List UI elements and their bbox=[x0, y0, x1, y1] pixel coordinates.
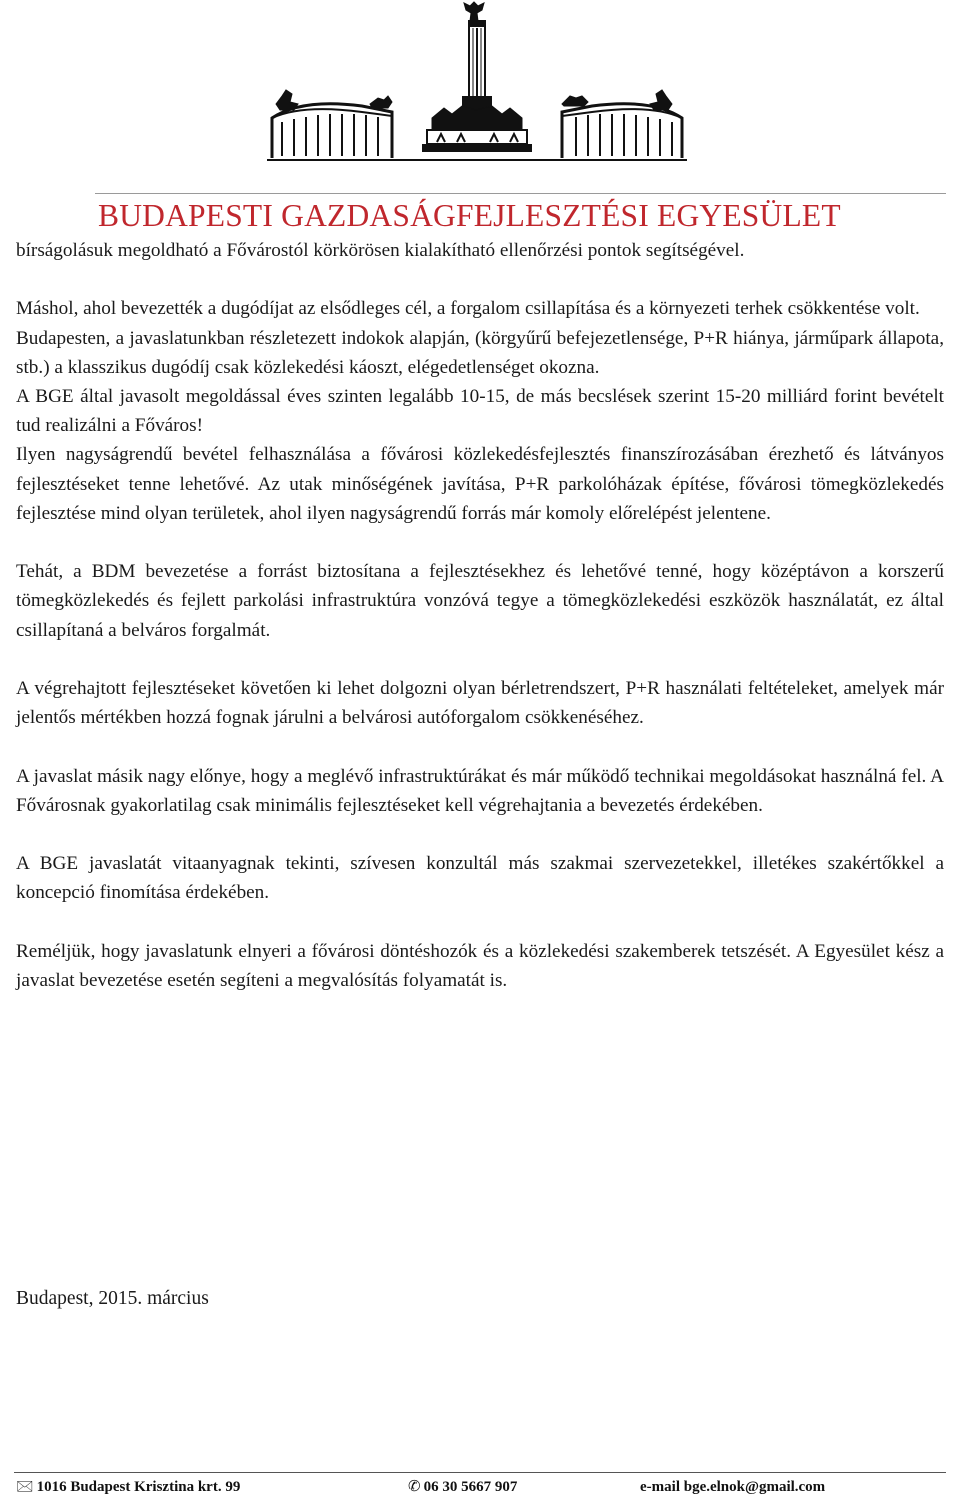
footer-email bbox=[640, 1477, 825, 1497]
paragraph: Reméljük, hogy javaslatunk elnyeri a fővárosi döntéshozók és a közlekedési szakemberek tetszését. A Egyesület kész a javaslat bevezetése esetén segíteni a megvalósítás folyamatát is. bbox=[16, 940, 944, 991]
header-divider bbox=[95, 193, 946, 194]
footer-phone bbox=[408, 1477, 517, 1497]
paragraph: Máshol, ahol bevezették a dugódíjat az elsődleges cél, a forgalom csillapítása és a környezeti terhek csökkentése volt. bbox=[16, 298, 920, 320]
phone-icon: ✆ bbox=[408, 1479, 421, 1495]
phone-text: 06 30 5667 907 bbox=[423, 1479, 518, 1495]
paragraph: A BGE által javasolt megoldással éves szinten legalább 10-15, de más becslések szerint 15-20 milliárd forint bevételt tud realizálni a Főváros! bbox=[16, 386, 944, 437]
paragraph: A végrehajtott fejlesztéseket követően ki lehet dolgozni olyan bérletrendszert, P+R használati feltételeket, amelyek már jelentős mértékben hozzá fognak járulni a belvárosi autóforgalom csökkenéséhez. bbox=[16, 678, 944, 729]
organization-name: BUDAPESTI GAZDASÁGFEJLESZTÉSI EGYESÜLET bbox=[98, 198, 841, 233]
paragraph: A BGE javaslatát vitaanyagnak tekinti, szívesen konzultál más szakmai szervezetekkel, illetékes szakértőkkel a koncepció finomítása érdekében. bbox=[16, 853, 944, 904]
heroes-square-monument-logo bbox=[262, 0, 692, 168]
email-text: e-mail bge.elnok@gmail.com bbox=[640, 1479, 826, 1495]
paragraph: Ilyen nagyságrendű bevétel felhasználása a fővárosi közlekedésfejlesztés finanszírozásában érezhető és látványos fejlesztéseket tenne lehetővé. Az utak minőségének javítása, P+R parkolóházak építése, fővárosi tömegközlekedés fejlesztése mind olyan területek, ahol ilyen nagyságrendű forrás már komoly előrelépést jelentene. bbox=[16, 444, 944, 524]
address-text: 1016 Budapest Krisztina krt. 99 bbox=[36, 1479, 241, 1495]
envelope-icon: 🖂 bbox=[16, 1479, 34, 1495]
paragraph: Tehát, a BDM bevezetése a forrást biztosítana a fejlesztésekhez és lehetővé tenné, hogy középtávon a korszerű tömegközlekedés és fejlett parkolási infrastruktúra vonzóvá tegye a tömegközlekedési eszközök használatát, ez által csillapítaná a belváros forgalmát. bbox=[16, 561, 944, 641]
paragraph: A javaslat másik nagy előnye, hogy a meglévő infrastruktúrákat és már működő technikai megoldásokat használná fel. A Fővárosnak gyakorlatilag csak minimális fejlesztéseket kell végrehajtania a bevezetés érdekében. bbox=[16, 765, 944, 816]
place-and-date: Budapest, 2015. március bbox=[16, 1288, 209, 1309]
paragraph: Budapesten, a javaslatunkban részletezett indokok alapján, (körgyűrű befejezetlensége, P+R hiánya, járműpark állapota, stb.) a klasszikus dugódíj csak közlekedési káoszt, elégedetlenséget okozna. bbox=[16, 327, 944, 378]
paragraph: bírságolásuk megoldható a Fővárostól körkörösen kialakítható ellenőrzési pontok segítségével. bbox=[16, 240, 745, 261]
footer-address bbox=[16, 1477, 240, 1497]
letter-body bbox=[16, 236, 944, 995]
footer bbox=[14, 1472, 946, 1503]
